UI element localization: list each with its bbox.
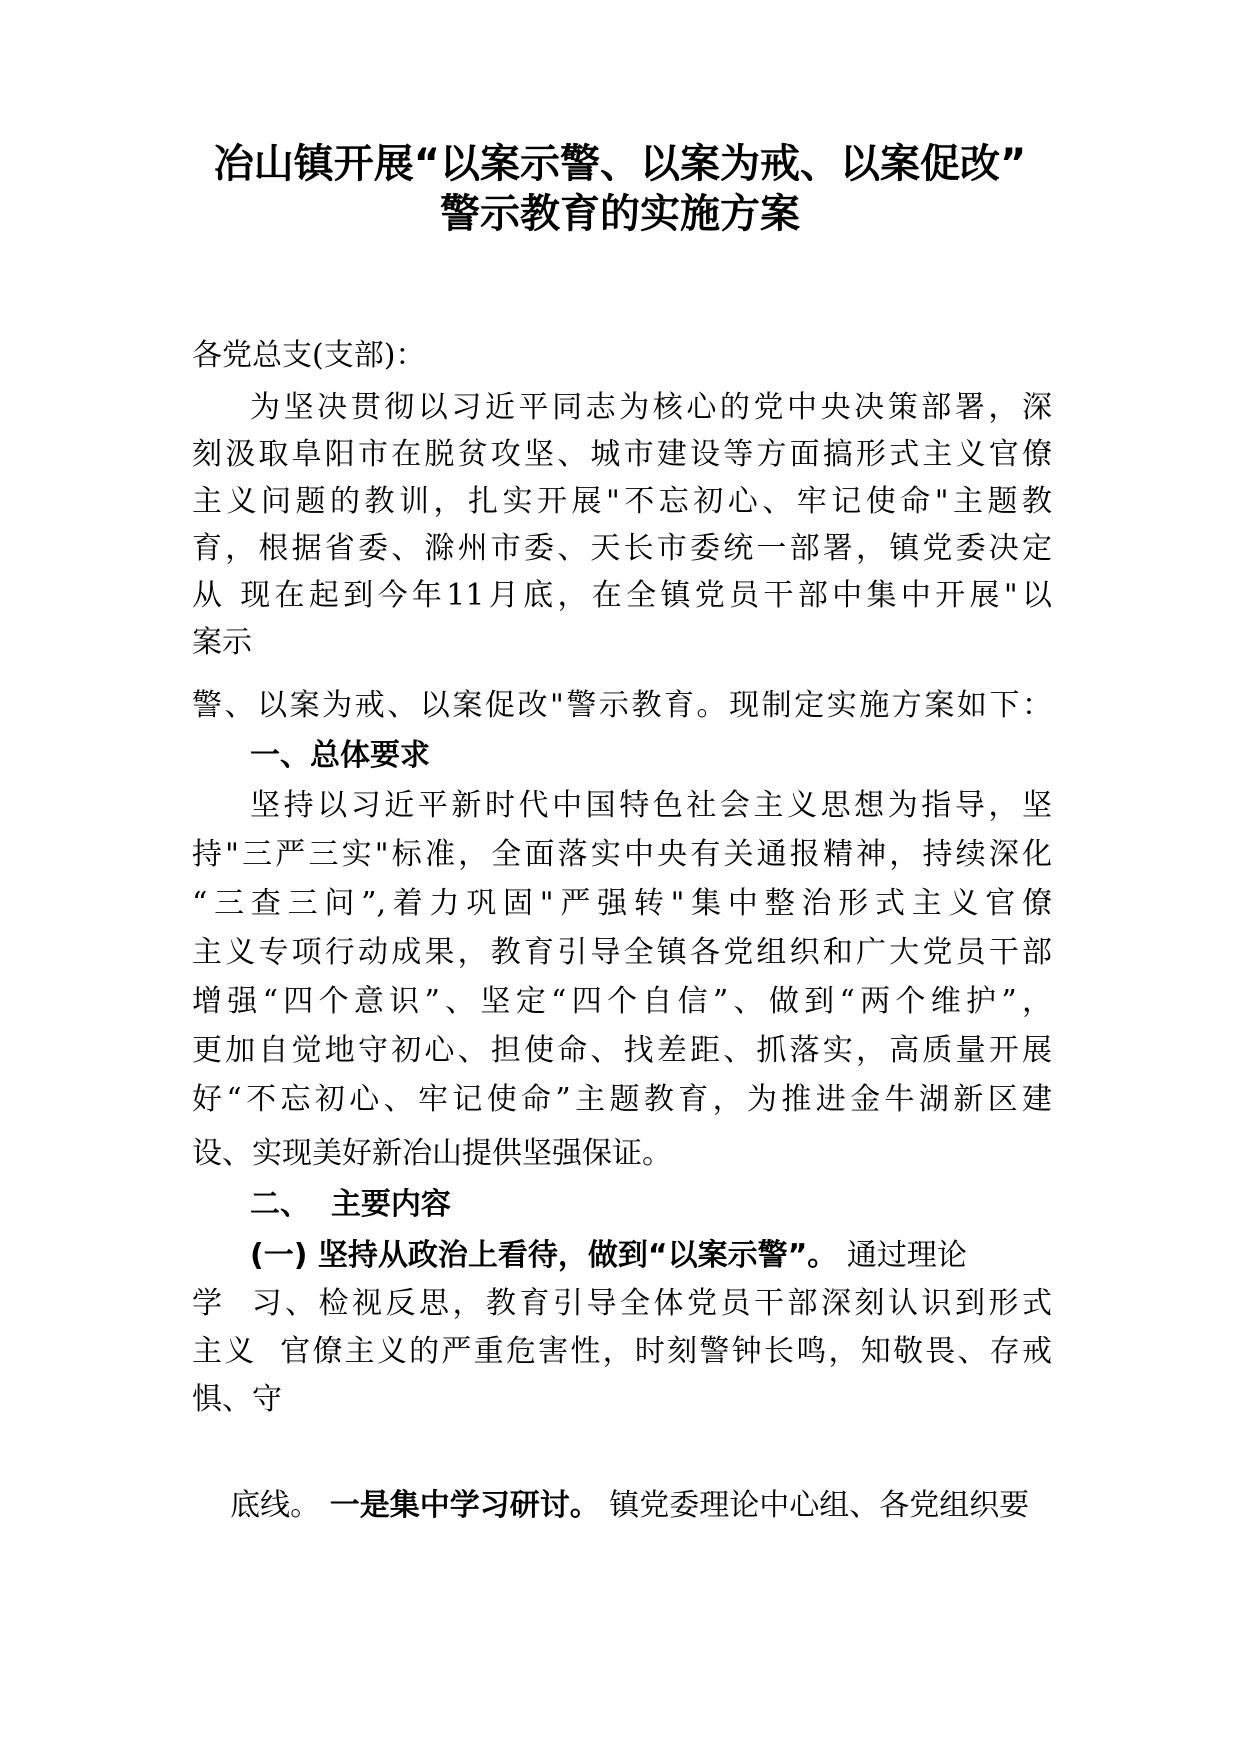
last-line	[192, 1446, 1052, 1566]
section-1-line: 持"三严三实"标准，全面落实中央有关通报精神，持续深化	[192, 837, 1052, 872]
last-line-bold: 一是集中学习研讨。	[329, 1488, 600, 1523]
salutation: 各党总支(支部)：	[192, 338, 426, 373]
section-1-line: 设、实现美好新冶山提供坚强保证。	[192, 1136, 672, 1171]
item-1-lead: 通过理论	[837, 1238, 967, 1273]
section-1-line: 更加自觉地守初心、担使命、找差距、抓落实，高质量开展	[192, 1033, 1052, 1068]
last-line-rest: 镇党委理论中心组、各党组织要	[599, 1488, 1030, 1523]
item-1-line: 惧、守	[192, 1382, 282, 1417]
document-title-line-1: 冶山镇开展“以案示警、以案为戒、以案促改”	[213, 141, 1027, 187]
section-2-heading: 二、 主要内容	[250, 1187, 451, 1222]
section-1-line: 坚持以习近平新时代中国特色社会主义思想为指导，坚	[250, 788, 1052, 823]
intro-line: 主义问题的教训，扎实开展"不忘初心、牢记使命"主题教	[192, 484, 1052, 519]
intro-line: 刻汲取阜阳市在脱贫攻坚、城市建设等方面搞形式主义官僚	[192, 437, 1052, 472]
document-title-line-2: 警示教育的实施方案	[440, 191, 800, 237]
intro-line: 案示	[192, 625, 252, 660]
section-1-line: 好“不忘初心、牢记使命”主题教育，为推进金牛湖新区建	[192, 1082, 1052, 1117]
intro-line: 警、以案为戒、以案促改"警示教育。现制定实施方案如下：	[192, 688, 1052, 723]
intro-line: 为坚决贯彻以习近平同志为核心的党中央决策部署，深	[250, 390, 1052, 425]
last-line-start: 底线。	[230, 1488, 321, 1523]
intro-line: 育，根据省委、滁州市委、天长市委统一部署，镇党委决定	[192, 531, 1052, 566]
section-1-heading: 一、总体要求	[250, 738, 430, 773]
item-1-heading: (一) 坚持从政治上看待，做到“以案示警”。	[250, 1238, 838, 1273]
section-1-line: “三查三问”,着力巩固"严强转"集中整治形式主义官僚	[192, 886, 1052, 921]
item-1-line: 学 习、检视反思，教育引导全体党员干部深刻认识到形式	[192, 1286, 1052, 1321]
item-1-line: 主义 官僚主义的严重危害性，时刻警钟长鸣，知敬畏、存戒	[192, 1334, 1052, 1369]
item-1-first-line	[250, 1236, 1052, 1276]
section-1-line: 主义专项行动成果，教育引导全镇各党组织和广大党员干部	[192, 935, 1052, 970]
section-1-line: 增强“四个意识”、坚定“四个自信”、做到“两个维护”，	[192, 984, 1052, 1019]
intro-line: 从 现在起到今年11月底，在全镇党员干部中集中开展"以	[192, 578, 1052, 613]
